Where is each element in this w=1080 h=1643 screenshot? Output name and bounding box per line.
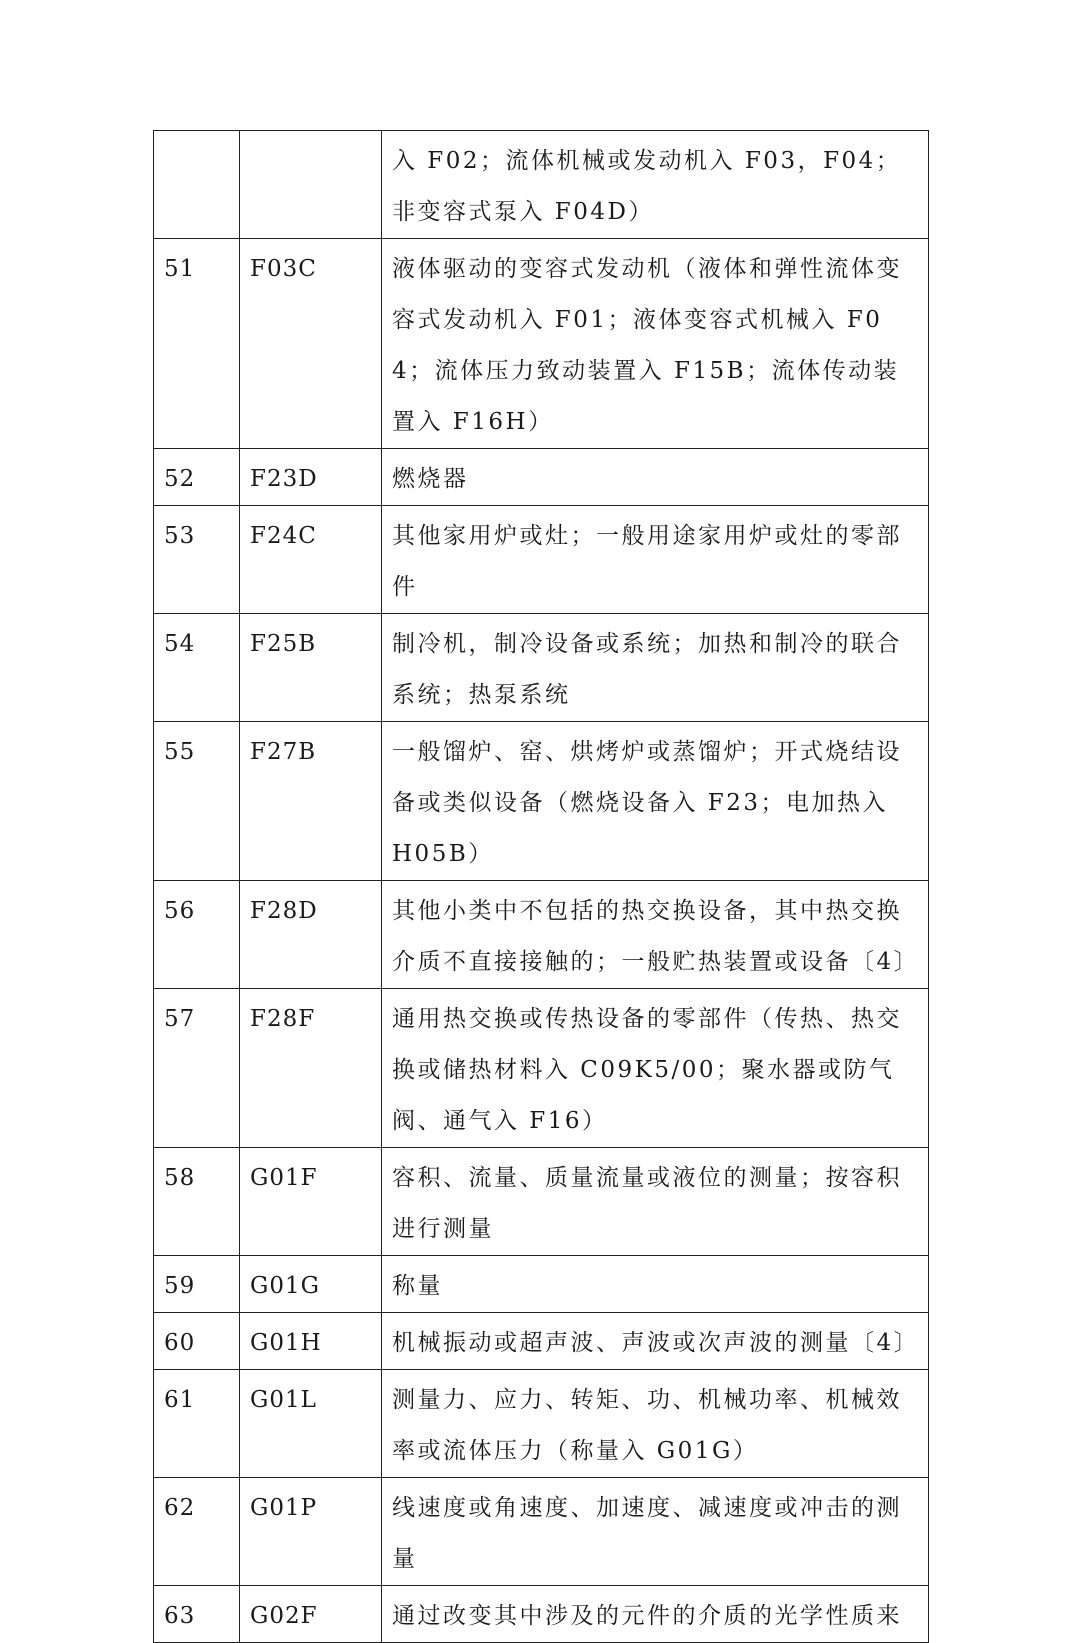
row-number: 54 — [154, 614, 240, 722]
row-number: 59 — [154, 1256, 240, 1313]
classification-description: 其他小类中不包括的热交换设备，其中热交换介质不直接接触的；一般贮热装置或设备〔4〕 — [382, 881, 929, 989]
classification-code: F03C — [240, 239, 382, 449]
row-number: 55 — [154, 722, 240, 881]
classification-description: 一般馏炉、窑、烘烤炉或蒸馏炉；开式烧结设备或类似设备（燃烧设备入 F23；电加热入 H05B） — [382, 722, 929, 881]
classification-description: 通过改变其中涉及的元件的介质的光学性质来 — [382, 1586, 929, 1643]
table-row — [154, 1370, 929, 1478]
row-number: 58 — [154, 1148, 240, 1256]
classification-description: 其他家用炉或灶；一般用途家用炉或灶的零部件 — [382, 506, 929, 614]
row-number: 60 — [154, 1313, 240, 1370]
row-number: 57 — [154, 989, 240, 1148]
classification-description: 测量力、应力、转矩、功、机械功率、机械效率或流体压力（称量入 G01G） — [382, 1370, 929, 1478]
classification-code: G02F — [240, 1586, 382, 1643]
classification-description: 燃烧器 — [382, 449, 929, 506]
classification-code: G01H — [240, 1313, 382, 1370]
table-row — [154, 989, 929, 1148]
row-number: 56 — [154, 881, 240, 989]
classification-code: G01F — [240, 1148, 382, 1256]
row-number: 61 — [154, 1370, 240, 1478]
table-row — [154, 1478, 929, 1586]
classification-description: 入 F02；流体机械或发动机入 F03，F04；非变容式泵入 F04D） — [382, 131, 929, 239]
classification-description: 线速度或角速度、加速度、减速度或冲击的测量 — [382, 1478, 929, 1586]
row-number: 53 — [154, 506, 240, 614]
classification-description: 通用热交换或传热设备的零部件（传热、热交换或储热材料入 C09K5/00；聚水器或防气阀、通气入 F16） — [382, 989, 929, 1148]
table-row — [154, 1586, 929, 1643]
classification-code: F24C — [240, 506, 382, 614]
row-number — [154, 131, 240, 239]
table-row — [154, 722, 929, 881]
table-row — [154, 131, 929, 239]
table-row — [154, 1148, 929, 1256]
classification-description: 液体驱动的变容式发动机（液体和弹性流体变容式发动机入 F01；液体变容式机械入 F04；流体压力致动装置入 F15B；流体传动装置入 F16H） — [382, 239, 929, 449]
table-row — [154, 1313, 929, 1370]
row-number: 63 — [154, 1586, 240, 1643]
classification-code: F28F — [240, 989, 382, 1148]
classification-description: 机械振动或超声波、声波或次声波的测量〔4〕 — [382, 1313, 929, 1370]
table-row — [154, 449, 929, 506]
table-row — [154, 881, 929, 989]
row-number: 51 — [154, 239, 240, 449]
classification-table — [153, 130, 929, 1643]
row-number: 62 — [154, 1478, 240, 1586]
classification-description: 称量 — [382, 1256, 929, 1313]
classification-code — [240, 131, 382, 239]
classification-code: F27B — [240, 722, 382, 881]
table-row — [154, 506, 929, 614]
table-row — [154, 614, 929, 722]
classification-code: G01G — [240, 1256, 382, 1313]
classification-code: G01P — [240, 1478, 382, 1586]
classification-code: F25B — [240, 614, 382, 722]
row-number: 52 — [154, 449, 240, 506]
classification-code: F28D — [240, 881, 382, 989]
classification-code: F23D — [240, 449, 382, 506]
table-body — [154, 131, 929, 1643]
classification-description: 制冷机，制冷设备或系统；加热和制冷的联合系统；热泵系统 — [382, 614, 929, 722]
table-row — [154, 1256, 929, 1313]
table-row — [154, 239, 929, 449]
classification-description: 容积、流量、质量流量或液位的测量；按容积进行测量 — [382, 1148, 929, 1256]
classification-code: G01L — [240, 1370, 382, 1478]
